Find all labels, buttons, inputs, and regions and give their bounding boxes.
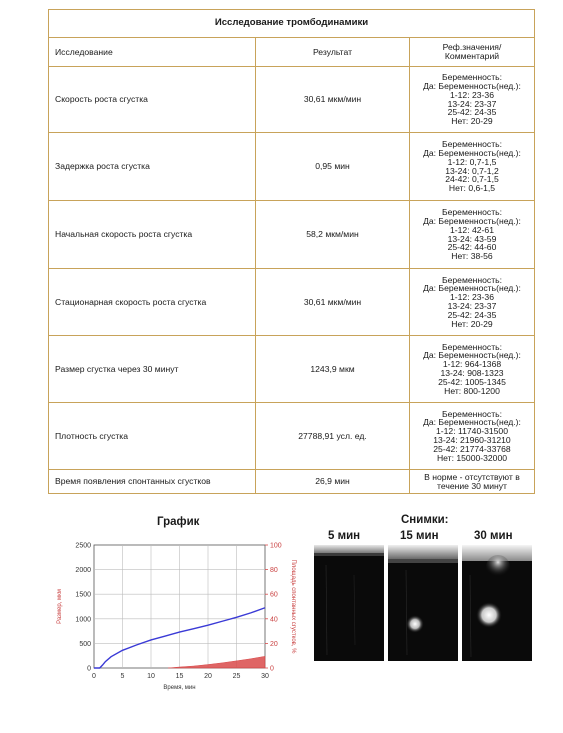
- x-tick-label: 20: [204, 673, 212, 680]
- y-tick-label: 1500: [75, 591, 91, 599]
- reference-line: 1-12: 23-36: [450, 89, 494, 100]
- table-row: [49, 201, 535, 269]
- y-axis-label: Размер, мкм: [57, 589, 63, 624]
- x-tick-label: 25: [232, 673, 241, 680]
- table-body: [49, 67, 535, 494]
- header-result: Результат: [256, 38, 410, 67]
- snapshot-label-30min: 30 мин: [474, 530, 513, 542]
- row-study-name: Время появления спонтанных сгустков: [49, 470, 256, 494]
- snapshot-image-30min: [462, 545, 532, 661]
- reference-line: 13-24: 43-59: [447, 233, 497, 244]
- thrombodynamics-table: [48, 9, 535, 494]
- table-row: [49, 403, 535, 470]
- y-tick-label: 2500: [75, 542, 91, 550]
- x-tick-label: 10: [147, 673, 155, 680]
- reference-line: 24-42: 0,7-1,5: [445, 174, 499, 185]
- reference-line: Нет: 20-29: [451, 318, 493, 329]
- x-tick-label: 30: [261, 673, 269, 680]
- row-reference-values: [410, 470, 535, 494]
- reference-line: Нет: 0,6-1,5: [448, 183, 496, 194]
- table-row: [49, 269, 535, 336]
- table-row: [49, 67, 535, 133]
- reference-line: Нет: 38-56: [451, 251, 493, 262]
- reference-line: Беременность:: [441, 274, 503, 285]
- reference-line: Да: Беременность(нед.):: [423, 147, 521, 158]
- table-row: [49, 133, 535, 201]
- row-study-name: Скорость роста сгустка: [49, 67, 256, 133]
- table-row: [49, 336, 535, 403]
- reference-line: течение 30 минут: [437, 480, 507, 491]
- reference-line: Нет: 15000-32000: [436, 452, 508, 463]
- header-reference: [410, 38, 535, 67]
- header-study: Исследование: [49, 38, 256, 67]
- row-study-name: Начальная скорость роста сгустка: [49, 201, 256, 269]
- y2-tick-label: 40: [270, 616, 278, 624]
- row-result-value: 30,61 мкм/мин: [256, 67, 410, 133]
- reference-line: Беременность:: [441, 72, 503, 83]
- snapshots-title: Снимки:: [401, 514, 449, 526]
- reference-line: В норме - отсутствуют в: [424, 471, 520, 482]
- reference-line: 13-24: 23-37: [447, 301, 497, 311]
- row-reference-values: [410, 269, 535, 336]
- row-study-name: Размер сгустка через 30 минут: [49, 336, 256, 403]
- row-reference-values: [410, 67, 535, 133]
- row-result-value: 0,95 мин: [256, 133, 410, 201]
- y2-tick-label: 0: [270, 665, 274, 673]
- row-reference-values: [410, 403, 535, 470]
- reference-line: 25-42: 21774-33768: [433, 443, 511, 454]
- reference-line: 25-42: 44-60: [447, 242, 497, 253]
- reference-line: Беременность:: [441, 207, 503, 218]
- reference-line: Да: Беременность(нед.):: [423, 215, 521, 226]
- reference-line: 25-42: 24-35: [447, 107, 497, 118]
- reference-line: Беременность:: [441, 341, 503, 352]
- reference-line: Да: Беременность(нед.):: [423, 80, 521, 91]
- header-reference-line2: Комментарий: [444, 51, 500, 61]
- table-header-row: [49, 38, 535, 67]
- reference-line: Беременность:: [441, 139, 503, 150]
- row-result-value: 26,9 мин: [256, 470, 410, 494]
- y2-tick-label: 80: [270, 567, 278, 575]
- reference-line: 1-12: 0,7-1,5: [447, 156, 497, 167]
- row-study-name: Стационарная скорость роста сгустка: [49, 269, 256, 336]
- reference-line: 13-24: 21960-31210: [433, 435, 511, 445]
- reference-line: 13-24: 23-37: [447, 98, 497, 109]
- x-tick-label: 5: [120, 673, 125, 680]
- row-reference-values: [410, 336, 535, 403]
- y-tick-label: 500: [79, 640, 91, 648]
- row-result-value: 27788,91 усл. ед.: [256, 403, 410, 470]
- row-study-name: Задержка роста сгустка: [49, 133, 256, 201]
- reference-line: 1-12: 11740-31500: [436, 426, 508, 437]
- y-tick-label: 1000: [75, 616, 91, 624]
- reference-line: Да: Беременность(нед.):: [423, 283, 521, 294]
- row-reference-values: [410, 133, 535, 201]
- reference-line: 13-24: 908-1323: [440, 368, 504, 378]
- x-tick-label: 15: [175, 673, 184, 680]
- x-axis-label: Время, мин: [163, 685, 196, 691]
- table-title: Исследование тромбодинамики: [49, 10, 535, 38]
- snapshot-label-5min: 5 мин: [328, 530, 361, 542]
- reference-line: Нет: 20-29: [451, 116, 493, 127]
- y2-tick-label: 20: [270, 640, 278, 648]
- reference-line: 1-12: 23-36: [450, 292, 494, 303]
- reference-line: 13-24: 0,7-1,2: [445, 165, 499, 176]
- reference-line: 25-42: 1005-1345: [438, 376, 506, 387]
- reference-line: Нет: 800-1200: [444, 385, 500, 396]
- row-study-name: Плотность сгустка: [49, 403, 256, 470]
- row-result-value: 1243,9 мкм: [256, 336, 410, 403]
- y2-axis-label: Площадь спонтанных сгустков, %: [290, 559, 296, 654]
- snapshot-image-15min: [388, 545, 458, 661]
- y2-tick-label: 100: [270, 542, 282, 550]
- reference-line: Беременность:: [441, 408, 503, 419]
- snapshot-label-15min: 15 мин: [400, 530, 439, 542]
- reference-line: 1-12: 42-61: [450, 224, 494, 235]
- reference-line: 25-42: 24-35: [447, 309, 497, 320]
- y2-tick-label: 60: [270, 591, 278, 599]
- reference-line: Да: Беременность(нед.):: [423, 350, 521, 361]
- snapshot-image-5min: [314, 545, 384, 661]
- row-result-value: 30,61 мкм/мин: [256, 269, 410, 336]
- reference-line: Да: Беременность(нед.):: [423, 417, 521, 428]
- table-row: [49, 470, 535, 494]
- reference-line: 1-12: 964-1368: [442, 359, 502, 370]
- y-tick-label: 2000: [75, 567, 91, 575]
- clot-growth-chart: [44, 536, 306, 698]
- row-result-value: 58,2 мкм/мин: [256, 201, 410, 269]
- x-tick-label: 0: [92, 673, 96, 680]
- header-reference-line1: Реф.значения/: [442, 42, 502, 53]
- chart-title: График: [157, 516, 200, 528]
- y-tick-label: 0: [87, 665, 91, 673]
- row-reference-values: [410, 201, 535, 269]
